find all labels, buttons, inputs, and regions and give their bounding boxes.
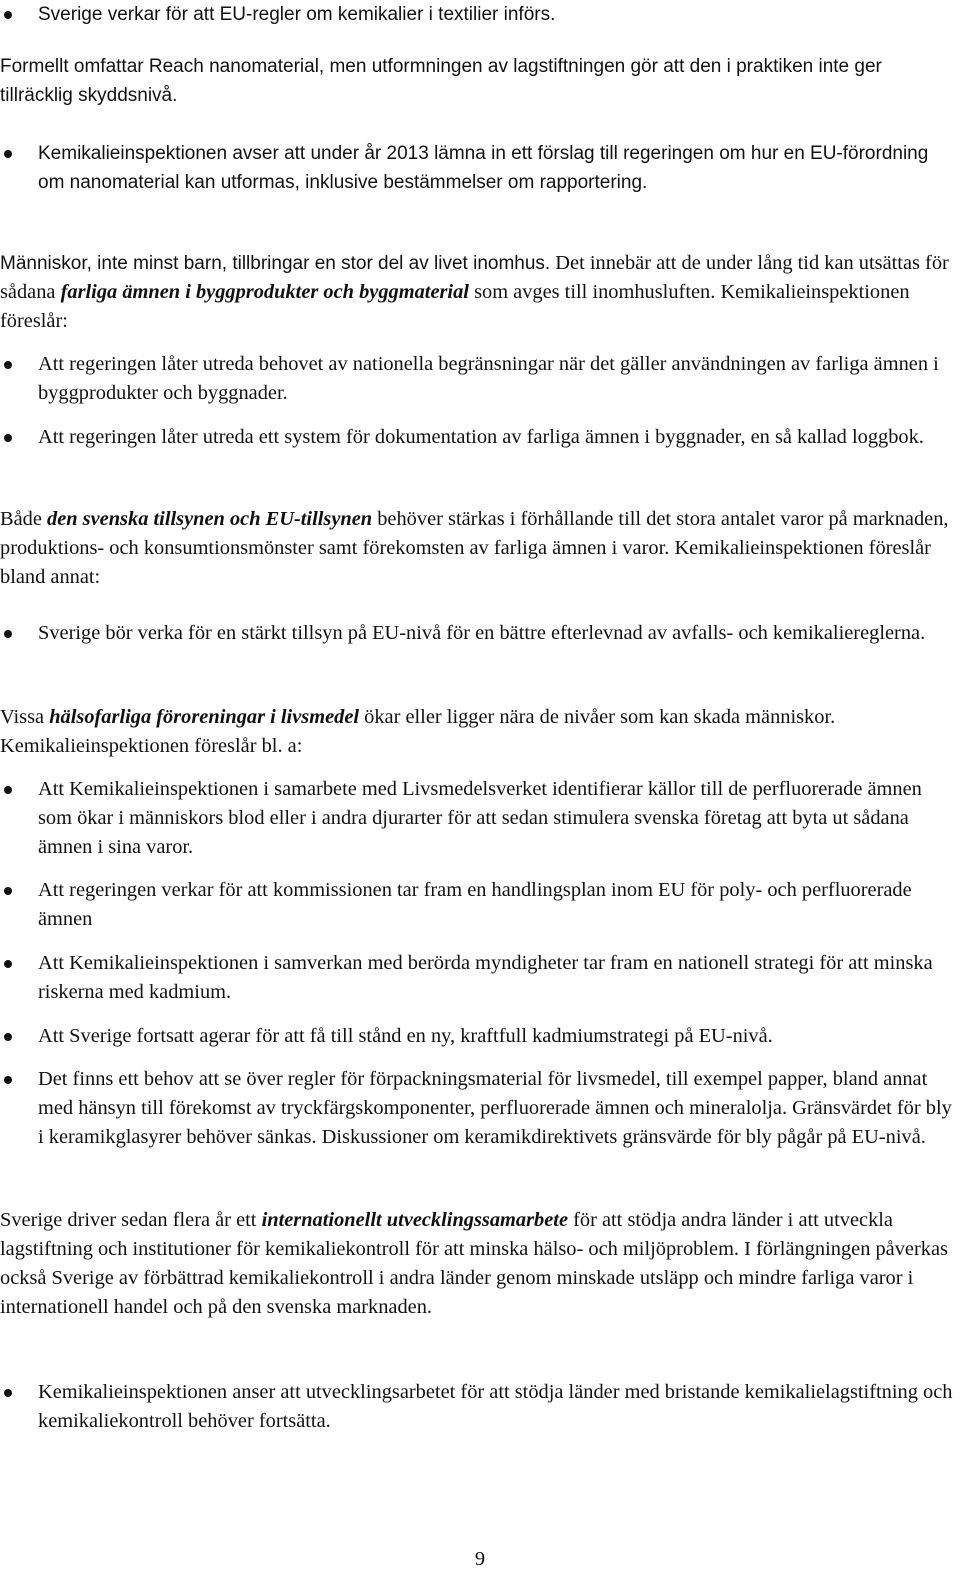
paragraph-segment: Både <box>0 508 47 530</box>
bullet-text: Kemikalieinspektionen avser att under år 2013 lämna in ett förslag till regeringen om hur en EU-förordning om nanomaterial kan utformas, inklusive bestämmelser om rapportering. <box>38 143 929 193</box>
bullet-item <box>0 139 955 197</box>
paragraph-text: Formellt omfattar Reach nanomaterial, men utformningen av lagstiftningen gör att den i praktiken inte ger tillräcklig skyddsnivå. <box>0 56 882 106</box>
paragraph-text <box>0 1206 950 1322</box>
bullet-text: Att Kemikalieinspektionen i samverkan med berörda myndigheter tar fram en nationell strategi för att minska riskerna med kadmium. <box>38 952 933 1003</box>
paragraph-text <box>0 703 950 761</box>
bullet-text: Att Sverige fortsatt agerar för att få till stånd en ny, kraftfull kadmiumstrategi på EU-nivå. <box>38 1025 773 1047</box>
bullet-dot <box>4 887 12 895</box>
highlighted-topic: internationellt utvecklingssamarbete <box>261 1209 568 1231</box>
paragraph-segment: Människor, inte minst barn, tillbringar en stor del av livet inomhus. <box>0 253 551 274</box>
bullet-item <box>0 1378 955 1436</box>
paragraph-text <box>0 505 950 592</box>
paragraph-segment: Sverige driver sedan flera år ett <box>0 1209 262 1231</box>
bullet-dot <box>4 434 12 442</box>
paragraph-segment: Det innebär att de under lång tid kan utsättas för sådana <box>0 252 949 303</box>
highlighted-topic: den svenska tillsynen och EU-tillsynen <box>47 508 373 530</box>
highlighted-topic: farliga ämnen i byggprodukter och byggmaterial <box>60 281 469 303</box>
bullet-dot <box>4 361 12 369</box>
bullet-text: Att regeringen låter utreda ett system för dokumentation av farliga ämnen i byggnader, en så kallad loggbok. <box>38 426 924 448</box>
bullet-text: Kemikalieinspektionen anser att utvecklingsarbetet för att stödja länder med bristande kemikalielagstiftning och kemikaliekontroll behöver fortsätta. <box>38 1381 953 1432</box>
bullet-item <box>0 0 955 29</box>
bullet-dot <box>4 630 12 638</box>
bullet-item <box>0 1065 955 1152</box>
paragraph-supervision <box>0 505 950 592</box>
paragraph-reach <box>0 52 950 110</box>
paragraph-segment: Vissa <box>0 706 50 728</box>
bullet-dot <box>4 1389 12 1397</box>
bullet-dot <box>4 960 12 968</box>
bullet-item <box>0 619 955 648</box>
paragraph-segment: som avges till inomhusluften. <box>468 281 716 303</box>
bullet-dot <box>4 786 12 794</box>
highlighted-topic: hälsofarliga föroreningar i livsmedel <box>49 706 360 728</box>
bullet-item <box>0 350 955 408</box>
bullet-item <box>0 1022 955 1051</box>
bullet-item <box>0 423 955 452</box>
paragraph-indoor <box>0 249 950 336</box>
bullet-item <box>0 876 955 934</box>
paragraph-segment: Kemikalieinspektionen föreslår: <box>0 281 910 332</box>
paragraph-segment: ökar eller ligger nära de nivåer som kan skada människor. Kemikalieinspektionen föreslår bl. a: <box>0 706 836 757</box>
bullet-dot <box>4 1076 12 1084</box>
bullet-dot <box>4 150 12 158</box>
paragraph-segment: behöver stärkas i förhållande till det stora antalet varor på marknaden, produktions- och konsumtionsmönster samt förekomsten av farliga ämnen i varor. Kemikalieinspektionen föreslår bland annat: <box>0 508 949 588</box>
bullet-text: Sverige verkar för att EU-regler om kemikalier i textilier införs. <box>38 4 556 25</box>
page-number: 9 <box>474 1548 486 1570</box>
bullet-text: Det finns ett behov att se över regler för förpackningsmaterial för livsmedel, till exempel papper, bland annat med hänsyn till förekomst av tryckfärgskomponenter, perfluorerade ämnen och mineralolja. Gränsvärdet för bly i keramikglasyrer behöver sänkas. Diskussioner om keramikdirektivets gränsvärde för bly pågår på EU-nivå. <box>38 1068 952 1148</box>
bullet-dot <box>4 1033 12 1041</box>
bullet-text: Att regeringen verkar för att kommissionen tar fram en handlingsplan inom EU för poly- och perfluorerade ämnen <box>38 879 912 930</box>
paragraph-text <box>0 249 950 336</box>
bullet-text: Sverige bör verka för en stärkt tillsyn på EU-nivå för en bättre efterlevnad av avfalls- och kemikaliereglerna. <box>38 622 926 644</box>
paragraph-segment: för att stödja andra länder i att utveckla lagstiftning och institutioner för kemikaliekontroll för att minska hälso- och miljöproblem. I förlängningen påverkas också Sverige av förbättrad kemikaliekontroll i andra länder genom minskade utsläpp och mindre farliga varor i internationell handel och på den svenska marknaden. <box>0 1209 948 1318</box>
bullet-text: Att regeringen låter utreda behovet av nationella begränsningar när det gäller användningen av farliga ämnen i byggprodukter och byggnader. <box>38 353 939 404</box>
bullet-text: Att Kemikalieinspektionen i samarbete med Livsmedelsverket identifierar källor till de perfluorerade ämnen som ökar i människors blod eller i andra djurarter för att sedan stimulera svenska företag att byta ut sådana ämnen i sina varor. <box>38 778 922 858</box>
paragraph-international <box>0 1206 950 1322</box>
bullet-item <box>0 949 955 1007</box>
bullet-item <box>0 775 955 862</box>
paragraph-food <box>0 703 950 761</box>
bullet-dot <box>4 11 12 19</box>
